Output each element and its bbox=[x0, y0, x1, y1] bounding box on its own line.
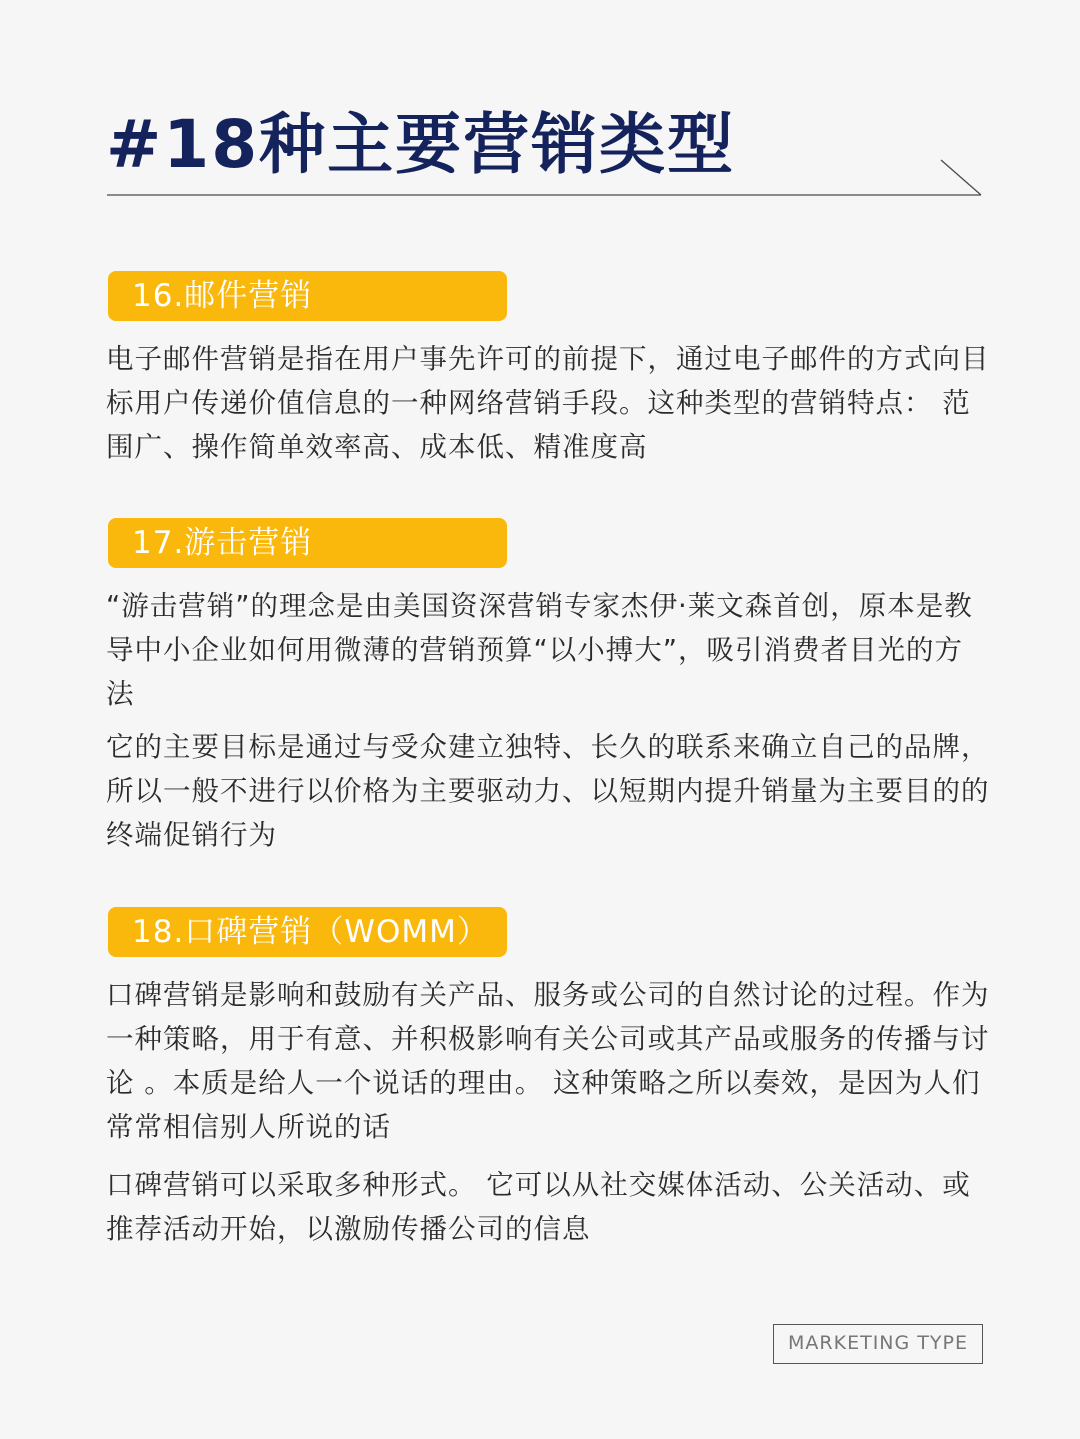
page-title: #18种主要营销类型 bbox=[106, 106, 736, 183]
title-underline bbox=[0, 150, 1080, 210]
section-17-paragraph-1: “游击营销”的理念是由美国资深营销专家杰伊·莱文森首创，原本是教导中小企业如何用微薄的营销预算“以小搏大”，吸引消费者目光的方法 bbox=[106, 590, 973, 710]
section-18-paragraph-2: 口碑营销可以采取多种形式。 它可以从社交媒体活动、公关活动、或推荐活动开始，以激励传播公司的信息 bbox=[106, 1169, 971, 1245]
section-17-paragraph-2: 它的主要目标是通过与受众建立独特、长久的联系来确立自己的品牌，所以一般不进行以价格为主要驱动力、以短期内提升销量为主要目的的终端促销行为 bbox=[106, 731, 990, 851]
section-heading-16: 16.邮件营销 bbox=[108, 271, 507, 321]
footer-badge: MARKETING TYPE bbox=[773, 1324, 983, 1364]
section-heading-17: 17.游击营销 bbox=[108, 518, 507, 568]
section-heading-18: 18.口碑营销（WOMM） bbox=[108, 907, 507, 957]
section-18-paragraph-1: 口碑营销是影响和鼓励有关产品、服务或公司的自然讨论的过程。作为一种策略，用于有意、并积极影响有关公司或其产品或服务的传播与讨论 。本质是给人一个说话的理由。 这种策略之所以奏效，是因为人们常常相信别人所说的话 bbox=[106, 979, 990, 1143]
section-16-paragraph: 电子邮件营销是指在用户事先许可的前提下，通过电子邮件的方式向目标用户传递价值信息的一种网络营销手段。这种类型的营销特点： 范围广、操作简单效率高、成本低、精准度高 bbox=[106, 343, 990, 463]
